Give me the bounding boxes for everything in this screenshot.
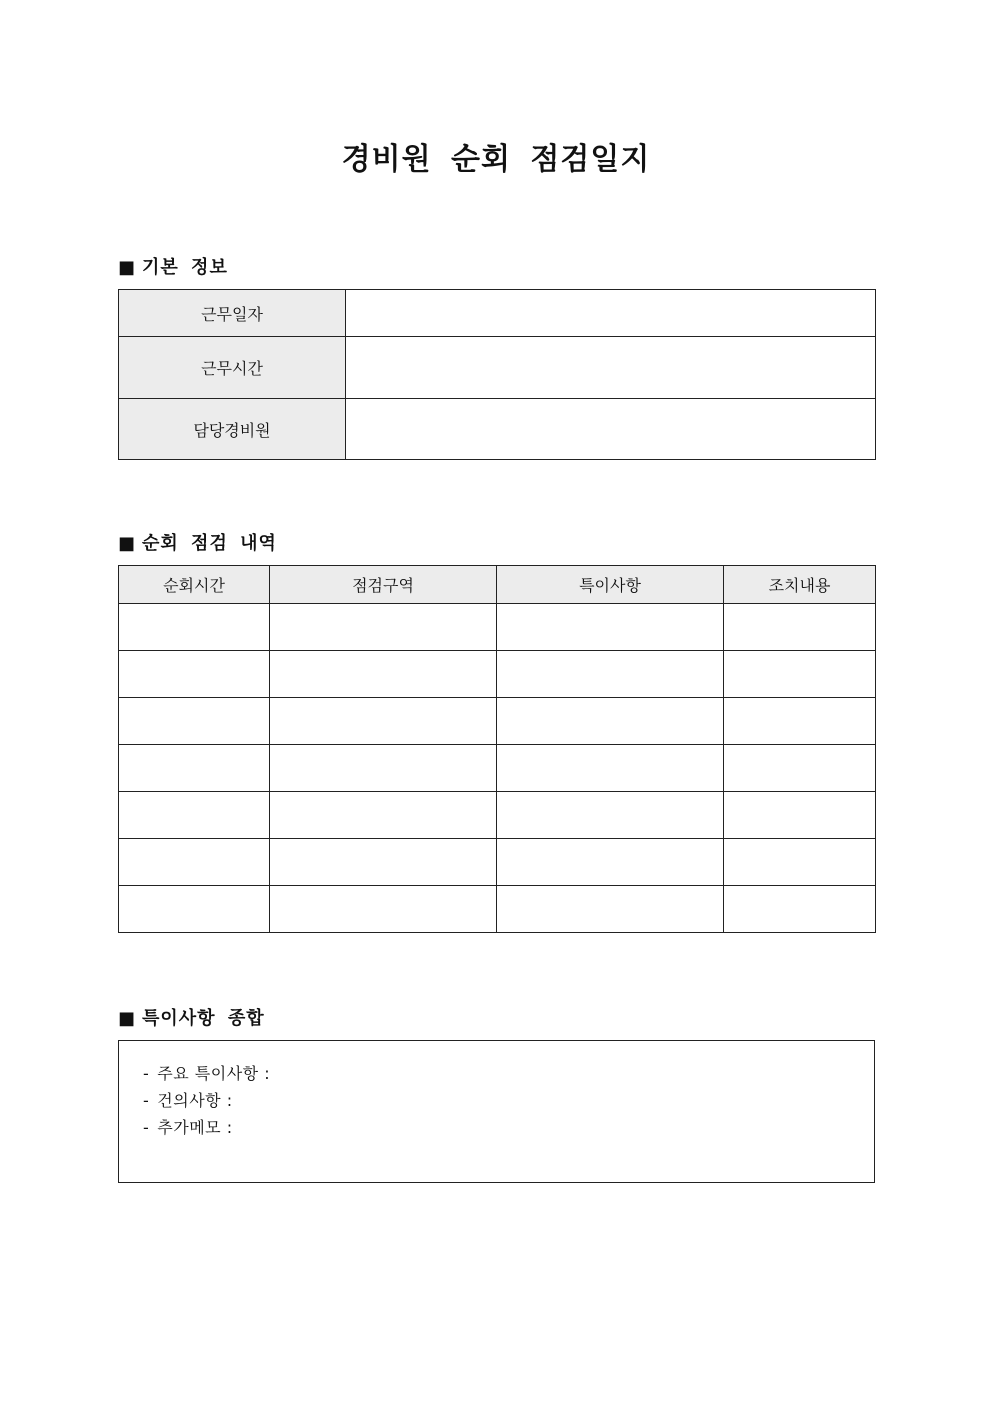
work-date-field[interactable]	[346, 290, 876, 337]
table-row	[119, 698, 876, 745]
table-row	[119, 886, 876, 933]
patrol-time-cell[interactable]	[119, 745, 270, 792]
guard-name-label: 담당경비원	[119, 399, 346, 460]
work-date-label: 근무일자	[119, 290, 346, 337]
column-header-patrol-time: 순회시간	[119, 566, 270, 604]
list-item	[143, 1060, 874, 1087]
square-bullet-icon: ■	[118, 533, 137, 554]
patrol-time-cell[interactable]	[119, 698, 270, 745]
patrol-time-cell[interactable]	[119, 792, 270, 839]
inspection-area-cell[interactable]	[270, 745, 497, 792]
square-bullet-icon: ■	[118, 257, 137, 278]
list-item	[143, 1114, 874, 1141]
inspection-area-cell[interactable]	[270, 604, 497, 651]
page-title: 경비원 순회 점검일지	[341, 142, 651, 177]
dash-marker: -	[143, 1064, 150, 1083]
list-item	[143, 1087, 874, 1114]
section-heading-basic-info	[118, 253, 228, 279]
column-header-remarks: 특이사항	[497, 566, 724, 604]
inspection-area-cell[interactable]	[270, 886, 497, 933]
action-cell[interactable]	[724, 651, 876, 698]
table-row	[119, 745, 876, 792]
table-row	[119, 290, 876, 337]
inspection-area-cell[interactable]	[270, 698, 497, 745]
dash-marker: -	[143, 1118, 150, 1137]
action-cell[interactable]	[724, 839, 876, 886]
action-cell[interactable]	[724, 792, 876, 839]
section-title: 순회 점검 내역	[142, 533, 277, 554]
action-cell[interactable]	[724, 698, 876, 745]
table-row	[119, 337, 876, 399]
column-header-inspection-area: 점검구역	[270, 566, 497, 604]
section-title: 특이사항 종합	[142, 1008, 265, 1029]
table-row	[119, 651, 876, 698]
action-cell[interactable]	[724, 886, 876, 933]
inspection-area-cell[interactable]	[270, 651, 497, 698]
section-title: 기본 정보	[142, 257, 228, 278]
patrol-time-cell[interactable]	[119, 886, 270, 933]
inspection-area-cell[interactable]	[270, 839, 497, 886]
work-hours-label: 근무시간	[119, 337, 346, 399]
inspection-area-cell[interactable]	[270, 792, 497, 839]
action-cell[interactable]	[724, 745, 876, 792]
main-remarks-label: 주요 특이사항 :	[157, 1064, 271, 1083]
remarks-cell[interactable]	[497, 698, 724, 745]
basic-info-table	[118, 289, 876, 460]
summary-list	[119, 1041, 874, 1141]
table-row	[119, 604, 876, 651]
work-hours-field[interactable]	[346, 337, 876, 399]
remarks-cell[interactable]	[497, 886, 724, 933]
patrol-time-cell[interactable]	[119, 839, 270, 886]
patrol-time-cell[interactable]	[119, 604, 270, 651]
section-heading-patrol	[118, 529, 277, 555]
column-header-action: 조치내용	[724, 566, 876, 604]
square-bullet-icon: ■	[118, 1008, 137, 1029]
table-row	[119, 839, 876, 886]
suggestions-label: 건의사항 :	[157, 1091, 233, 1110]
remarks-cell[interactable]	[497, 792, 724, 839]
remarks-cell[interactable]	[497, 839, 724, 886]
guard-name-field[interactable]	[346, 399, 876, 460]
patrol-time-cell[interactable]	[119, 651, 270, 698]
additional-memo-label: 추가메모 :	[157, 1118, 233, 1137]
action-cell[interactable]	[724, 604, 876, 651]
summary-box[interactable]	[118, 1040, 875, 1183]
remarks-cell[interactable]	[497, 651, 724, 698]
remarks-cell[interactable]	[497, 604, 724, 651]
section-heading-summary	[118, 1004, 265, 1030]
patrol-log-table	[118, 565, 876, 933]
table-row	[119, 792, 876, 839]
dash-marker: -	[143, 1091, 150, 1110]
remarks-cell[interactable]	[497, 745, 724, 792]
table-row	[119, 399, 876, 460]
table-header-row	[119, 566, 876, 604]
